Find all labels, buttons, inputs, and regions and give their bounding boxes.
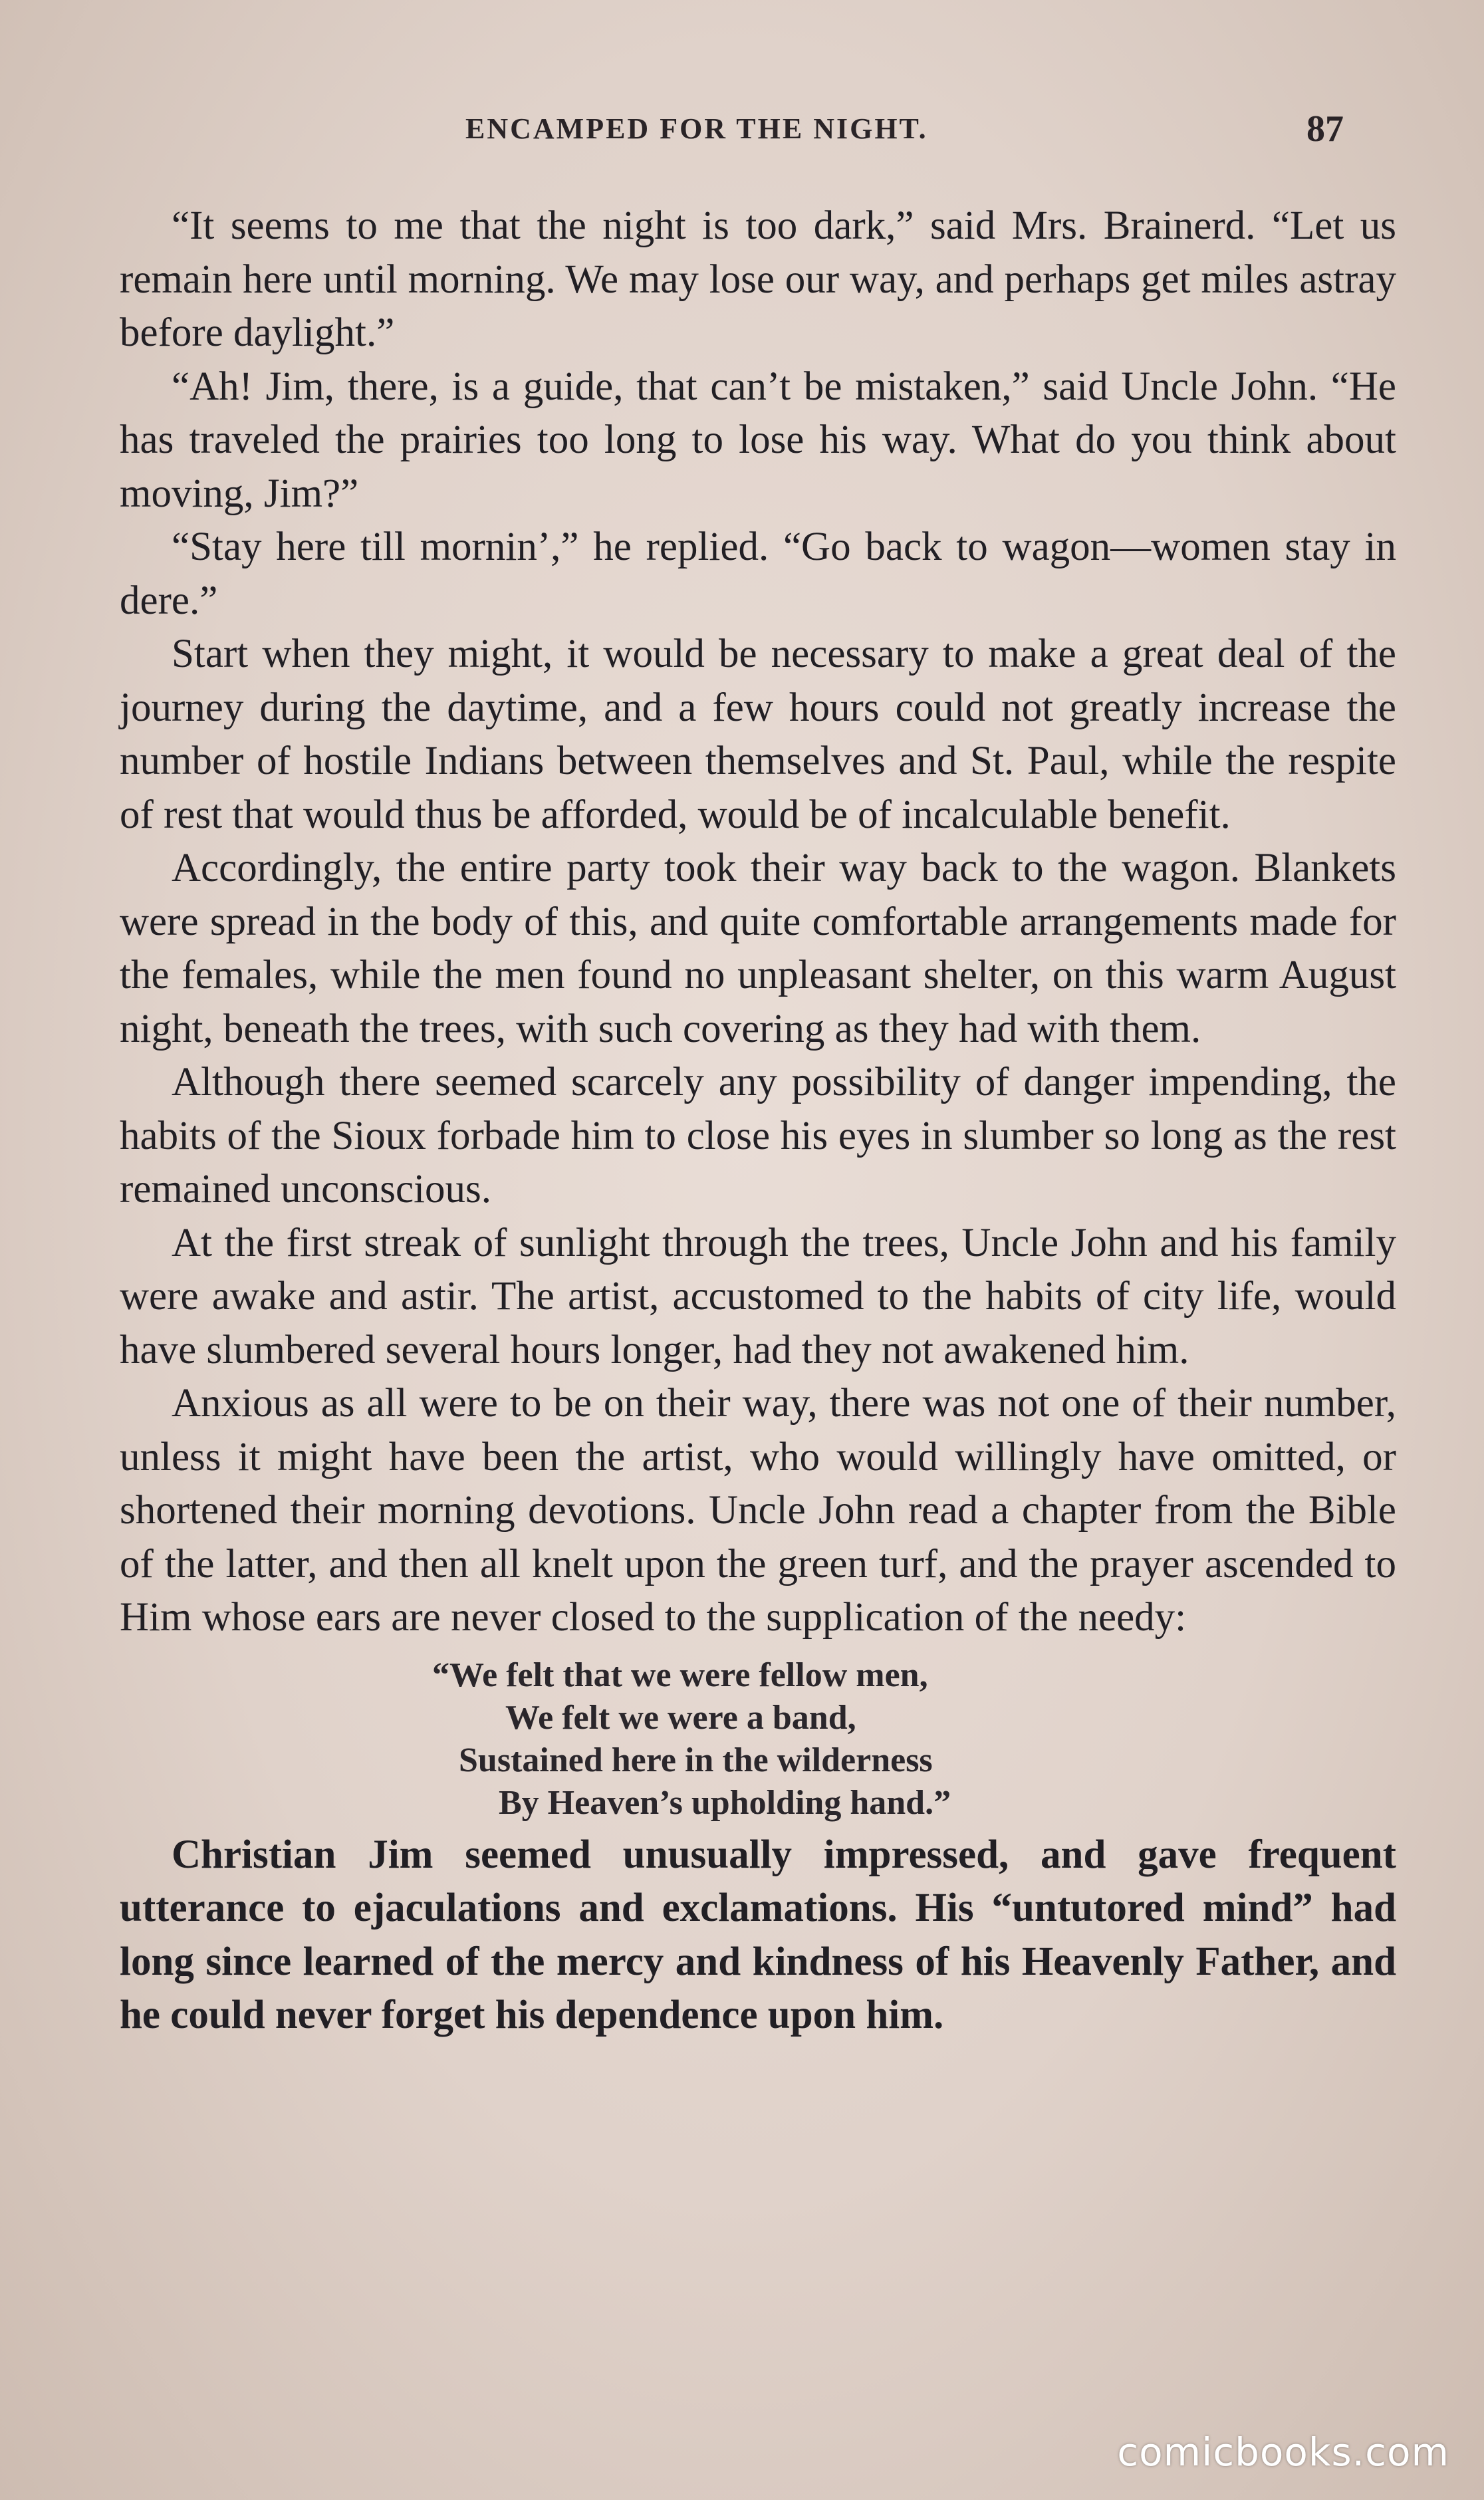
page-header xyxy=(0,108,1484,158)
paragraph: Anxious as all were to be on their way, there was not one of their number, unless it might have been the artist, who would willingly have omitted, or shortened their morning devotions. Uncle John read a chapter from the Bible of the latter, and then all knelt upon the green turf, and the prayer ascended to Him whose ears are never closed to the supplication of the needy: xyxy=(120,1381,1396,1640)
page-number: 87 xyxy=(1306,108,1344,150)
verse-line: “We felt that we were fellow men, xyxy=(432,1656,928,1694)
body-text xyxy=(120,199,1396,2043)
paragraph: “It seems to me that the night is too dark,” said Mrs. Brainerd. “Let us remain here until morning. We may lose our way, and perhaps get miles astray before daylight.” xyxy=(120,203,1396,355)
verse-line: Sustained here in the wilderness xyxy=(459,1741,933,1779)
paragraph: Accordingly, the entire party took their way back to the wagon. Blankets were spread in the body of this, and quite comfortable arrangements made for the females, while the men found no unpleasant shelter, on this warm August night, beneath the trees, with such covering as they had with them. xyxy=(120,846,1396,1051)
paragraph: At the first streak of sunlight through the trees, Uncle John and his family were awake and astir. The artist, accustomed to the habits of city life, would have slumbered several hours longer, had they not awakened him. xyxy=(120,1220,1396,1372)
verse-quote xyxy=(120,1654,1396,1824)
verse-line: We felt we were a band, xyxy=(505,1698,856,1737)
closing-paragraph: Christian Jim seemed unusually impressed, and gave frequent utterance to ejaculations and exclamations. His “untutored mind” had long since learned of the mercy and kindness of his Heavenly Father, and he could never forget his dependence upon him. xyxy=(120,1832,1396,2037)
verse-line: By Heaven’s upholding hand.” xyxy=(499,1783,951,1822)
running-title: ENCAMPED FOR THE NIGHT. xyxy=(465,112,928,145)
paragraph: Start when they might, it would be necessary to make a great deal of the journey during the daytime, and a few hours could not greatly increase the number of hostile Indians between themselves and St. Paul, while the respite of rest that would thus be afforded, would be of incalculable benefit. xyxy=(120,632,1396,837)
paragraph: Although there seemed scarcely any possibility of danger impending, the habits of the Sioux forbade him to close his eyes in slumber so long as the rest remained unconscious. xyxy=(120,1060,1396,1211)
paragraph: “Ah! Jim, there, is a guide, that can’t be mistaken,” said Uncle John. “He has traveled the prairies too long to lose his way. What do you think about moving, Jim?” xyxy=(120,364,1396,516)
paragraph: “Stay here till mornin’,” he replied. “Go back to wagon—women stay in dere.” xyxy=(120,525,1396,623)
watermark: comicbooks.com xyxy=(1117,2430,1449,2475)
